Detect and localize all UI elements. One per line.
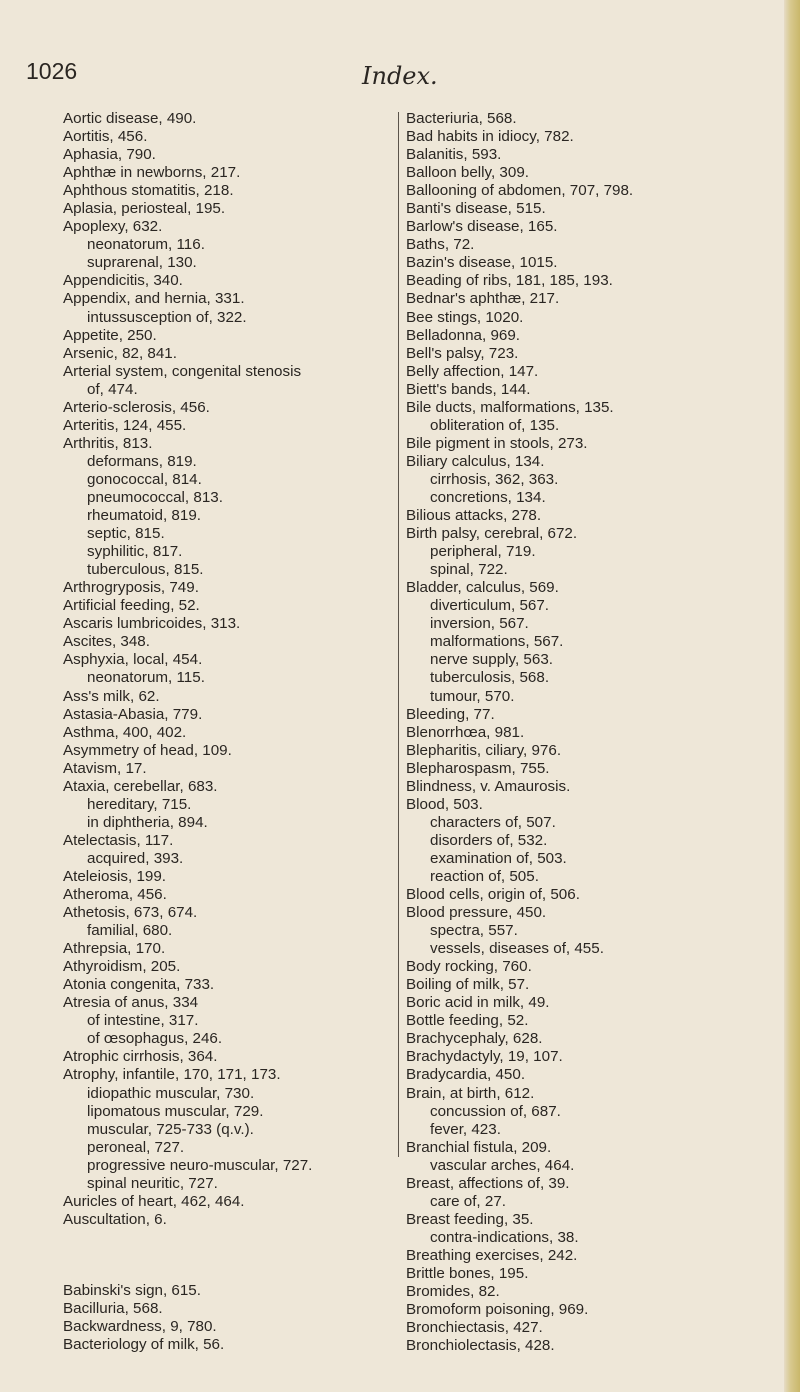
index-entry: Athyroidism, 205. — [63, 958, 181, 976]
index-entry: Aortitis, 456. — [63, 128, 148, 146]
index-entry: Balloon belly, 309. — [406, 164, 529, 182]
index-entry: Ataxia, cerebellar, 683. — [63, 777, 218, 795]
index-entry: Atrophic cirrhosis, 364. — [63, 1048, 218, 1066]
index-entry: Breast, affections of, 39. — [406, 1174, 570, 1192]
index-entry: Ass's milk, 62. — [63, 687, 160, 705]
index-entry: Bacilluria, 568. — [63, 1299, 163, 1317]
index-entry: Belly affection, 147. — [406, 362, 539, 380]
index-entry: Bromides, 82. — [406, 1283, 500, 1301]
index-entry: Body rocking, 760. — [406, 958, 532, 976]
index-subentry: examination of, 503. — [430, 849, 567, 867]
index-entry: Blood, 503. — [406, 795, 483, 813]
index-subentry: obliteration of, 135. — [430, 416, 560, 434]
index-entry: Artificial feeding, 52. — [63, 597, 200, 615]
index-entry: Atelectasis, 117. — [63, 831, 174, 849]
index-entry: Bleeding, 77. — [406, 705, 495, 723]
index-entry: Ascaris lumbricoides, 313. — [63, 615, 241, 633]
index-entry: Belladonna, 969. — [406, 326, 521, 344]
index-entry: Asymmetry of head, 109. — [63, 741, 232, 759]
index-subentry: tuberculous, 815. — [87, 561, 204, 579]
index-entry: Blood cells, origin of, 506. — [406, 886, 580, 904]
index-entry: Athetosis, 673, 674. — [63, 904, 198, 922]
index-entry: Arsenic, 82, 841. — [63, 344, 177, 362]
index-entry: Barlow's disease, 165. — [406, 218, 558, 236]
index-entry: Appetite, 250. — [63, 326, 157, 344]
index-entry: Bile ducts, malformations, 135. — [406, 398, 614, 416]
index-subentry: septic, 815. — [87, 525, 165, 543]
index-subentry: hereditary, 715. — [87, 795, 192, 813]
index-entry: Bazin's disease, 1015. — [406, 254, 558, 272]
index-entry: Bad habits in idiocy, 782. — [406, 128, 574, 146]
index-entry: Aphthous stomatitis, 218. — [63, 182, 234, 200]
index-subentry: concussion of, 687. — [430, 1102, 561, 1120]
page-number: 1026 — [26, 58, 78, 84]
index-subentry: malformations, 567. — [430, 633, 564, 651]
index-entry: Appendix, and hernia, 331. — [63, 290, 245, 308]
index-subentry: reaction of, 505. — [430, 867, 539, 885]
index-subentry: nerve supply, 563. — [430, 651, 553, 669]
index-entry: Biett's bands, 144. — [406, 380, 531, 398]
index-subentry: peripheral, 719. — [430, 543, 536, 561]
index-entry: Bacteriuria, 568. — [406, 110, 517, 127]
index-subentry: concretions, 134. — [430, 488, 546, 506]
index-subentry: rheumatoid, 819. — [87, 507, 201, 525]
index-entry: Apoplexy, 632. — [63, 218, 163, 236]
index-subentry: neonatorum, 116. — [87, 236, 205, 254]
index-entry: Breast feeding, 35. — [406, 1210, 534, 1228]
index-entry: Baths, 72. — [406, 236, 475, 254]
index-subentry: characters of, 507. — [430, 813, 556, 831]
index-subentry: vessels, diseases of, 455. — [430, 940, 604, 958]
index-subentry: fever, 423. — [430, 1120, 501, 1138]
index-entry: Birth palsy, cerebral, 672. — [406, 525, 578, 543]
page-edge — [784, 0, 800, 1392]
index-entry: Auricles of heart, 462, 464. — [63, 1192, 245, 1210]
index-subentry: disorders of, 532. — [430, 831, 548, 849]
index-entry: Atheroma, 456. — [63, 886, 167, 904]
index-entry: Ballooning of abdomen, 707, 798. — [406, 182, 634, 200]
index-entry: Blepharospasm, 755. — [406, 759, 550, 777]
index-entry: Banti's disease, 515. — [406, 200, 546, 218]
index-subentry: spinal neuritic, 727. — [87, 1174, 218, 1192]
index-entry: Balanitis, 593. — [406, 146, 502, 164]
index-entry: Bile pigment in stools, 273. — [406, 434, 588, 452]
index-subentry: pneumococcal, 813. — [87, 488, 223, 506]
index-subentry: lipomatous muscular, 729. — [87, 1102, 264, 1120]
index-column-left — [63, 110, 393, 1354]
index-subentry: deformans, 819. — [87, 452, 197, 470]
running-head: Index. — [362, 62, 438, 90]
index-entry: Bednar's aphthæ, 217. — [406, 290, 560, 308]
index-subentry: gonococcal, 814. — [87, 470, 202, 488]
index-subentry: of intestine, 317. — [87, 1012, 199, 1030]
index-entry: Blepharitis, ciliary, 976. — [406, 741, 562, 759]
index-subentry: familial, 680. — [87, 922, 173, 940]
index-entry: Bacteriology of milk, 56. — [63, 1336, 225, 1354]
index-entry: Auscultation, 6. — [63, 1210, 167, 1228]
index-entry: Atrophy, infantile, 170, 171, 173. — [63, 1066, 281, 1084]
index-subentry: of, 474. — [87, 380, 138, 398]
index-subentry: tuberculosis, 568. — [430, 669, 550, 687]
index-entry: Brachydactyly, 19, 107. — [406, 1048, 563, 1066]
index-entry: Babinski's sign, 615. — [63, 1281, 201, 1299]
index-entry: Aplasia, periosteal, 195. — [63, 200, 226, 218]
index-entry: Breathing exercises, 242. — [406, 1246, 578, 1264]
index-subentry: in diphtheria, 894. — [87, 813, 208, 831]
index-entry: Arthritis, 813. — [63, 434, 153, 452]
index-entry: Bronchiolectasis, 428. — [406, 1337, 555, 1355]
index-entry: Asphyxia, local, 454. — [63, 651, 203, 669]
index-entry: Brain, at birth, 612. — [406, 1084, 535, 1102]
index-subentry: intussusception of, 322. — [87, 308, 247, 326]
index-entry: Bronchiectasis, 427. — [406, 1319, 543, 1337]
index-subentry: syphilitic, 817. — [87, 543, 183, 561]
index-subentry: of œsophagus, 246. — [87, 1030, 223, 1048]
index-subentry: vascular arches, 464. — [430, 1156, 575, 1174]
index-subentry: idiopathic muscular, 730. — [87, 1084, 255, 1102]
section-gap — [63, 1229, 393, 1282]
index-entry: Bilious attacks, 278. — [406, 507, 542, 525]
index-entry: Branchial fistula, 209. — [406, 1138, 552, 1156]
index-entry: Atresia of anus, 334 — [63, 994, 199, 1012]
index-entry: Backwardness, 9, 780. — [63, 1318, 217, 1335]
index-entry: Atonia congenita, 733. — [63, 976, 215, 994]
index-entry: Bell's palsy, 723. — [406, 344, 519, 362]
index-subentry: neonatorum, 115. — [87, 669, 205, 687]
index-entry: Aphthæ in newborns, 217. — [63, 164, 241, 182]
index-entry: Bee stings, 1020. — [406, 308, 524, 326]
index-entry: Ascites, 348. — [63, 633, 150, 651]
index-entry: Arterial system, congenital stenosis — [63, 362, 302, 380]
index-entry: Astasia-Abasia, 779. — [63, 705, 203, 723]
index-subentry: progressive neuro-muscular, 727. — [87, 1156, 313, 1174]
index-entry: Bromoform poisoning, 969. — [406, 1301, 589, 1319]
index-entry: Bladder, calculus, 569. — [406, 579, 559, 597]
index-subentry: muscular, 725-733 (q.v.). — [87, 1120, 254, 1138]
index-entry: Blood pressure, 450. — [406, 904, 547, 922]
index-entry: Arthrogryposis, 749. — [63, 579, 199, 597]
index-entry: Atavism, 17. — [63, 759, 147, 777]
index-entry: Blenorrhœa, 981. — [406, 723, 525, 741]
index-entry: Aphasia, 790. — [63, 146, 156, 164]
index-entry: Bottle feeding, 52. — [406, 1012, 529, 1030]
index-entry: Aortic disease, 490. — [63, 110, 197, 127]
index-entry: Blindness, v. Amaurosis. — [406, 777, 571, 795]
index-entry: Athrepsia, 170. — [63, 940, 166, 958]
column-divider — [398, 112, 399, 1157]
index-entry: Arterio-sclerosis, 456. — [63, 398, 210, 416]
index-entry: Brachycephaly, 628. — [406, 1030, 543, 1048]
index-subentry: acquired, 393. — [87, 849, 184, 867]
index-column-right — [406, 110, 786, 1355]
index-subentry: contra-indications, 38. — [430, 1228, 579, 1246]
index-entry: Biliary calculus, 134. — [406, 452, 545, 470]
index-subentry: spinal, 722. — [430, 561, 508, 579]
index-subentry: diverticulum, 567. — [430, 597, 550, 615]
index-subentry: care of, 27. — [430, 1192, 506, 1210]
index-subentry: suprarenal, 130. — [87, 254, 197, 272]
index-subentry: peroneal, 727. — [87, 1138, 185, 1156]
index-entry: Bradycardia, 450. — [406, 1066, 526, 1084]
index-entry: Beading of ribs, 181, 185, 193. — [406, 272, 613, 290]
index-entry: Brittle bones, 195. — [406, 1265, 529, 1282]
index-entry: Asthma, 400, 402. — [63, 723, 187, 741]
index-subentry: spectra, 557. — [430, 922, 518, 940]
index-entry: Arteritis, 124, 455. — [63, 416, 187, 434]
index-entry: Boiling of milk, 57. — [406, 976, 530, 994]
index-entry: Ateleiosis, 199. — [63, 867, 166, 885]
index-subentry: tumour, 570. — [430, 687, 515, 705]
index-entry: Appendicitis, 340. — [63, 272, 183, 290]
index-subentry: inversion, 567. — [430, 615, 529, 633]
index-subentry: cirrhosis, 362, 363. — [430, 470, 559, 488]
index-entry: Boric acid in milk, 49. — [406, 994, 550, 1012]
